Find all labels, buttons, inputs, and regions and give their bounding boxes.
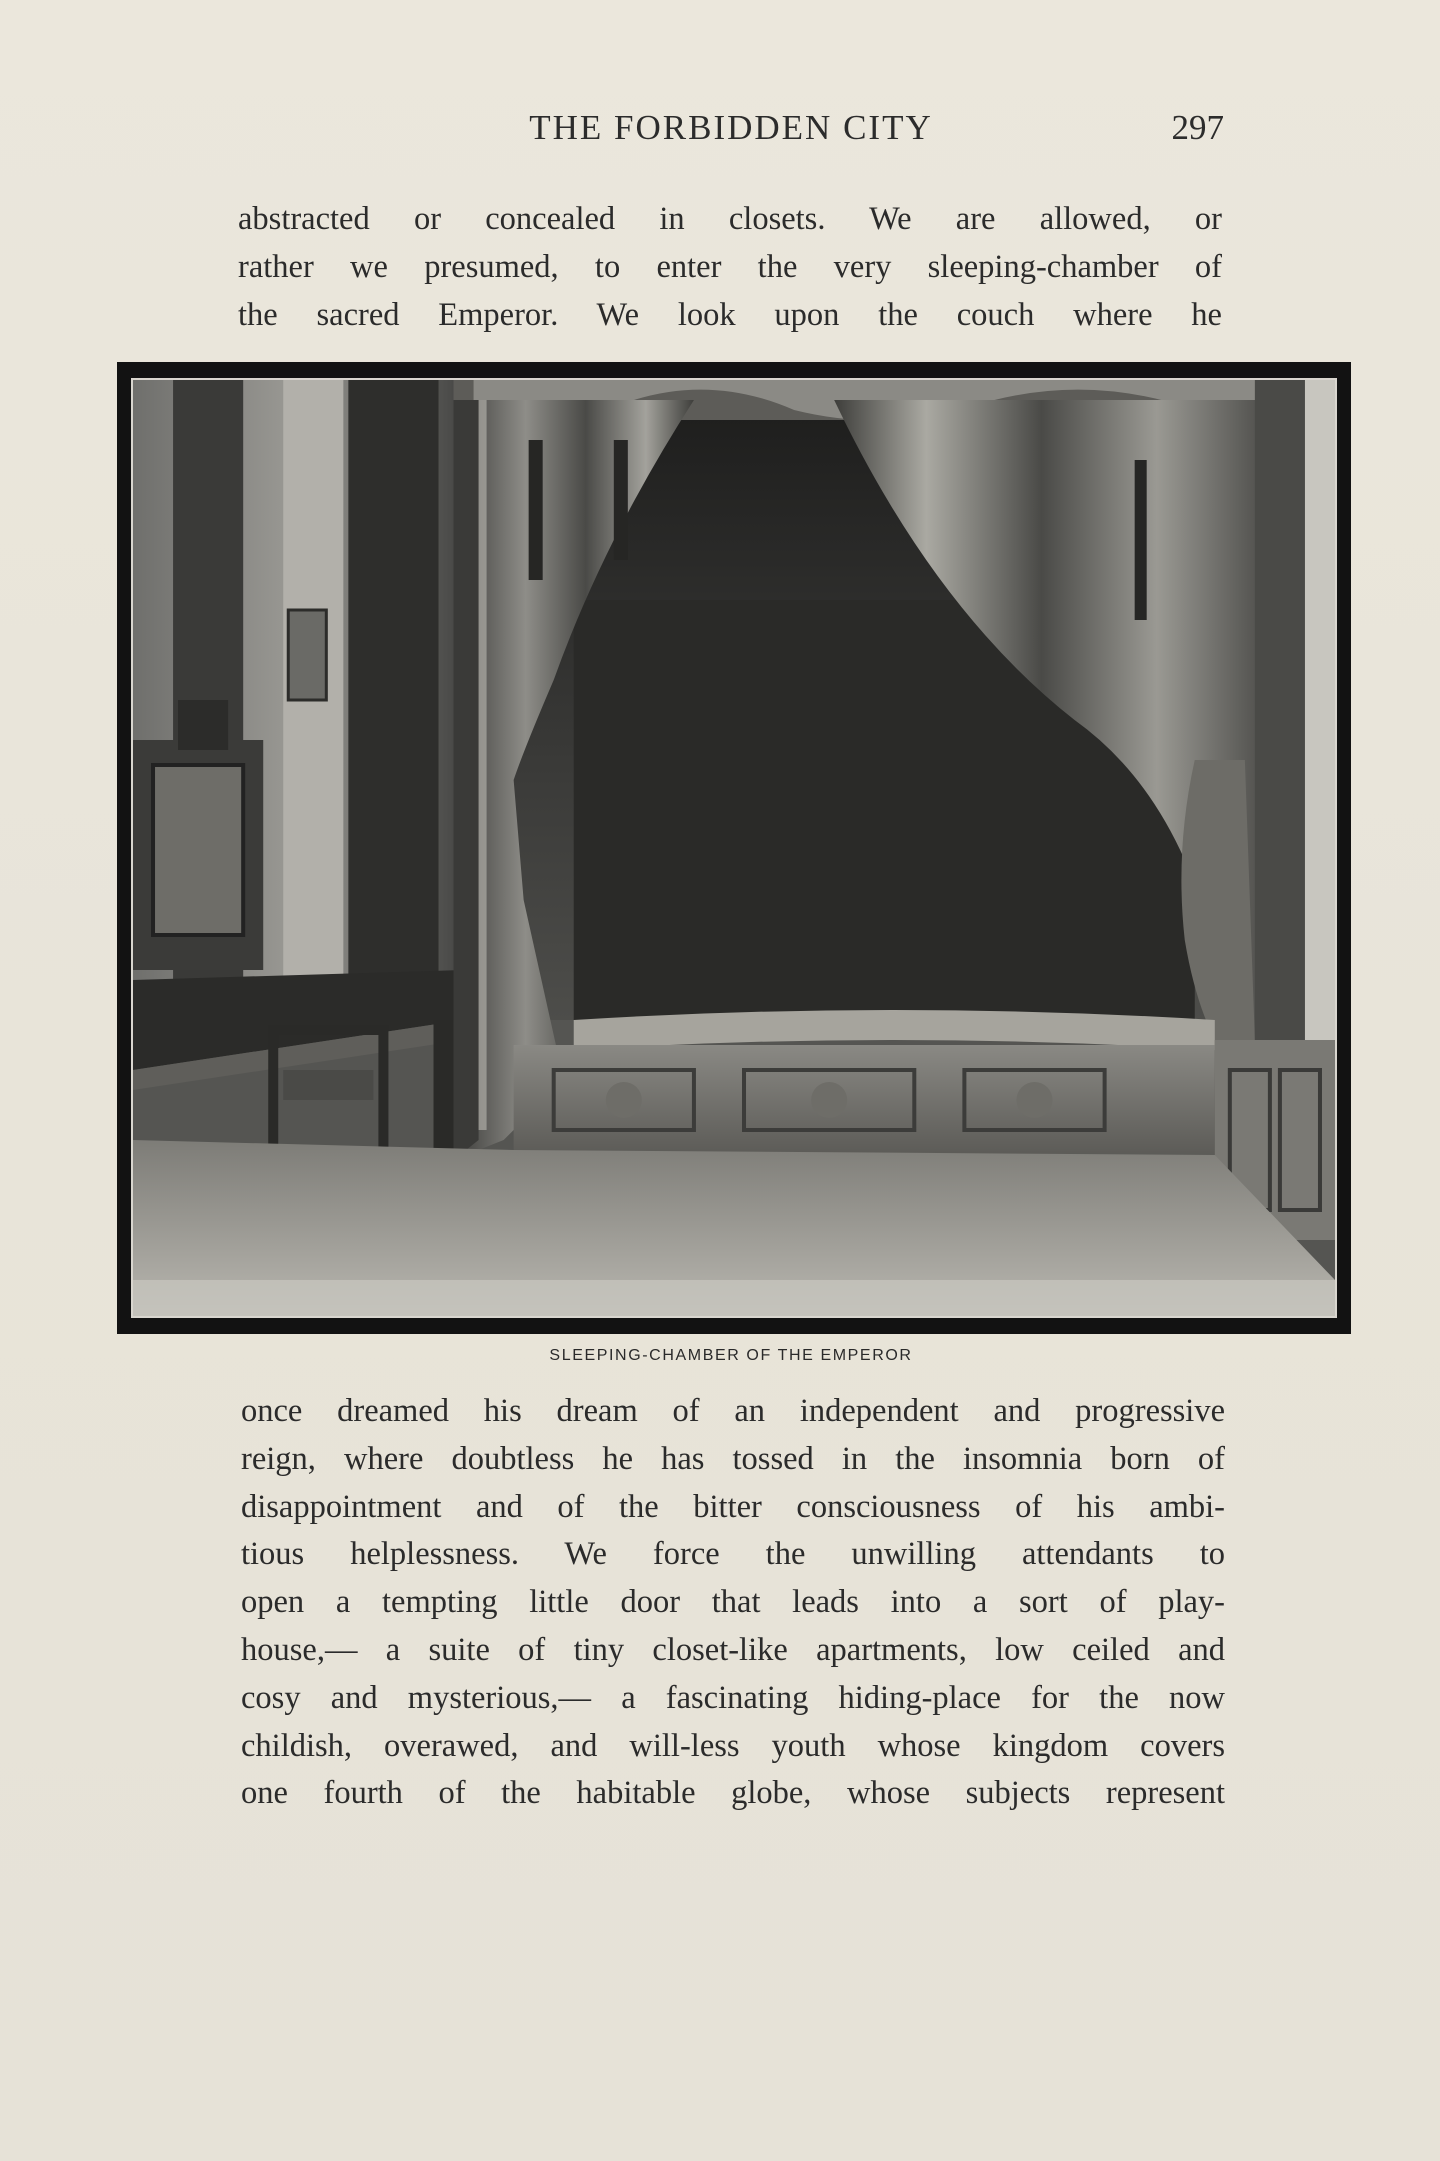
text-line: house,— a suite of tiny closet-like apartments, low ceiled and: [241, 1631, 1225, 1668]
page-number: 297: [1171, 108, 1224, 147]
text-line: one fourth of the habitable globe, whose subjects represent: [241, 1775, 1225, 1812]
text-line: the sacred Emperor. We look upon the couch where he: [238, 296, 1222, 333]
bottom-paragraph: [241, 1388, 1225, 1818]
text-line: disappointment and of the bitter consciousness of his ambi-: [241, 1488, 1225, 1525]
figure-caption: SLEEPING-CHAMBER OF THE EMPEROR: [549, 1347, 913, 1364]
text-line: abstracted or concealed in closets. We are allowed, or: [238, 201, 1222, 237]
running-title: THE FORBIDDEN CITY: [529, 108, 933, 147]
text-line: tious helplessness. We force the unwilling attendants to: [241, 1536, 1225, 1573]
photograph-sleeping-chamber: [131, 378, 1337, 1318]
text-line: cosy and mysterious,— a fascinating hiding-place for the now: [241, 1679, 1225, 1716]
text-line: open a tempting little door that leads into a sort of play-: [241, 1584, 1225, 1621]
text-line: rather we presumed, to enter the very sleeping-chamber of: [238, 248, 1222, 285]
photograph-illustration: [133, 380, 1335, 1316]
text-line: childish, overawed, and will-less youth whose kingdom covers: [241, 1727, 1225, 1764]
running-head: [238, 108, 1224, 158]
text-line: once dreamed his dream of an independent and progressive: [241, 1393, 1225, 1429]
top-paragraph: [238, 196, 1222, 339]
text-line: reign, where doubtless he has tossed in the insomnia born of: [241, 1440, 1225, 1477]
photo-plate: [117, 362, 1351, 1334]
